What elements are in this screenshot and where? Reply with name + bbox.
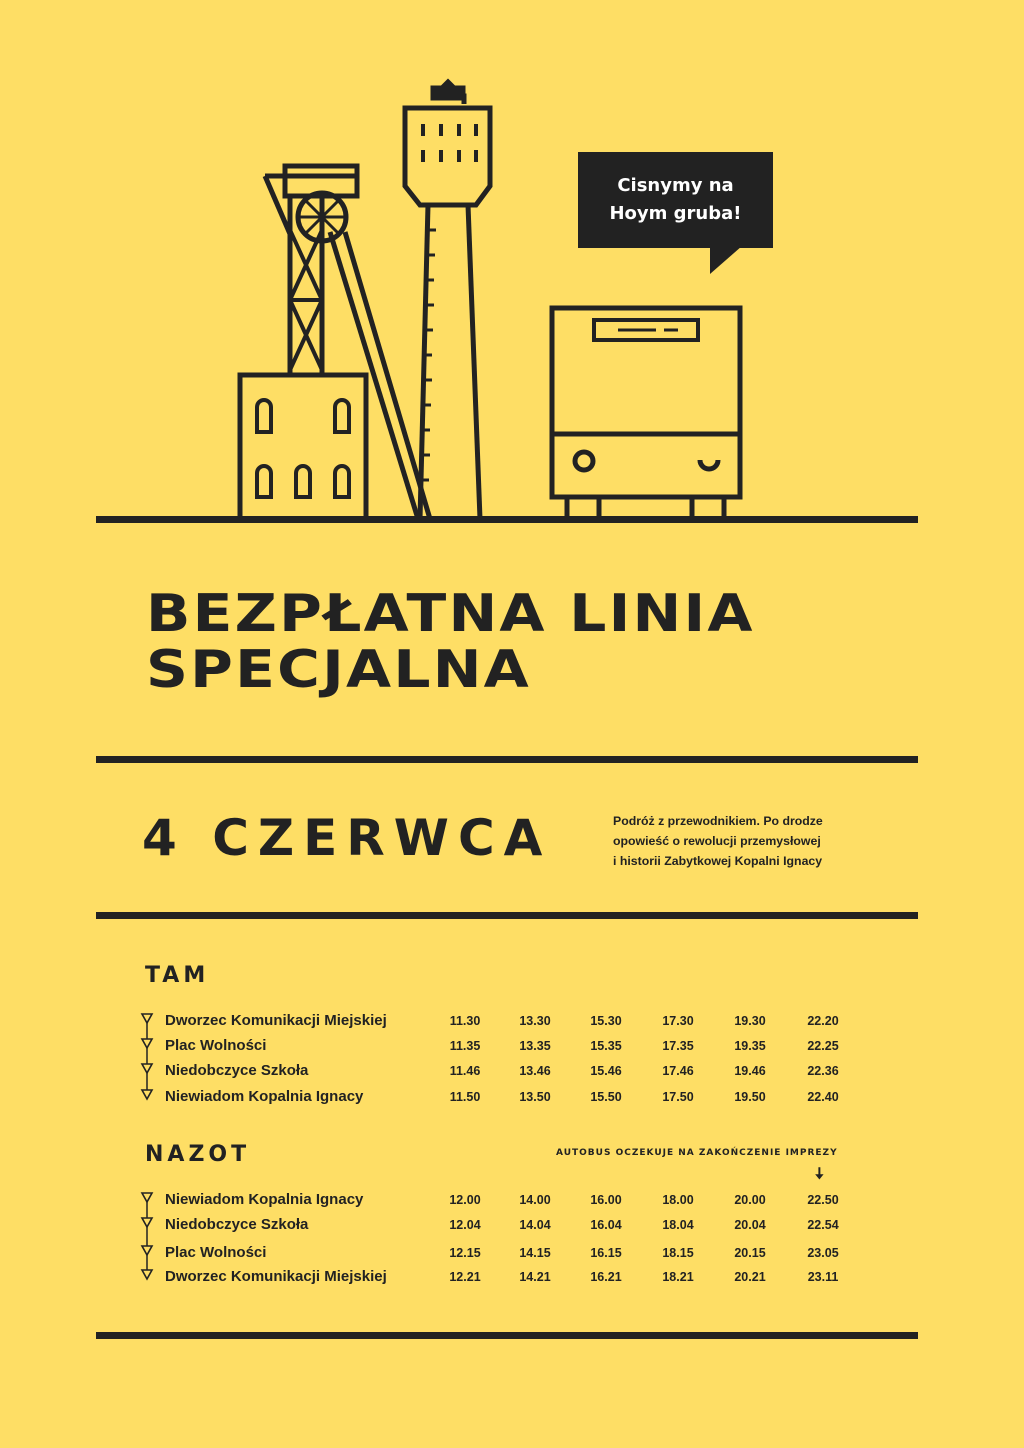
departure-time: 13.30 <box>519 1014 551 1028</box>
stop-name: Dworzec Komunikacji Miejskiej <box>165 1012 387 1029</box>
departure-time: 12.21 <box>449 1270 481 1284</box>
departure-time: 18.04 <box>662 1218 694 1232</box>
stop-marker-icon <box>142 1270 152 1279</box>
stop-name: Niewiadom Kopalnia Ignacy <box>165 1191 364 1208</box>
departure-time: 23.05 <box>807 1246 839 1260</box>
departure-time: 18.00 <box>662 1193 694 1207</box>
departure-time: 22.20 <box>807 1014 839 1028</box>
departure-time: 16.04 <box>590 1218 622 1232</box>
title-line-2: SPECJALNA <box>146 640 531 700</box>
departure-time: 20.15 <box>734 1246 766 1260</box>
departure-time: 16.00 <box>590 1193 622 1207</box>
departure-time: 15.50 <box>590 1090 622 1104</box>
return-note: AUTOBUS OCZEKUJE NA ZAKOŃCZENIE IMPREZY <box>556 1148 838 1158</box>
stop-name: Niedobczyce Szkoła <box>165 1216 309 1233</box>
departure-time: 12.04 <box>449 1218 481 1232</box>
departure-time: 16.21 <box>590 1270 622 1284</box>
departure-time: 12.00 <box>449 1193 481 1207</box>
stop-marker-icon <box>142 1039 152 1048</box>
departure-time: 11.35 <box>449 1039 481 1053</box>
stop-marker-icon <box>142 1090 152 1099</box>
outbound-heading: TAM <box>145 963 210 988</box>
departure-time: 15.30 <box>590 1014 622 1028</box>
return-heading: NAZOT <box>145 1142 251 1167</box>
departure-time: 22.36 <box>807 1064 839 1078</box>
stop-marker-icon <box>142 1218 152 1227</box>
stop-marker-icon <box>142 1064 152 1073</box>
departure-time: 13.46 <box>519 1064 551 1078</box>
departure-time: 19.30 <box>734 1014 766 1028</box>
departure-time: 15.46 <box>590 1064 622 1078</box>
departure-time: 22.54 <box>807 1218 839 1232</box>
route-line <box>137 1189 157 1296</box>
departure-time: 22.25 <box>807 1039 839 1053</box>
departure-time: 13.35 <box>519 1039 551 1053</box>
mine-building-icon <box>240 375 366 519</box>
departure-time: 11.30 <box>449 1014 481 1028</box>
stop-name: Plac Wolności <box>165 1037 267 1054</box>
page-title <box>146 586 755 698</box>
speech-bubble-tail <box>710 246 742 274</box>
departure-time: 20.04 <box>734 1218 766 1232</box>
departure-time: 14.00 <box>519 1193 551 1207</box>
departure-time: 22.50 <box>807 1193 839 1207</box>
ground-line <box>96 516 918 523</box>
departure-time: 17.30 <box>662 1014 694 1028</box>
illustration <box>0 0 1024 540</box>
departure-time: 14.21 <box>519 1270 551 1284</box>
route-line <box>137 1010 157 1116</box>
departure-time: 14.04 <box>519 1218 551 1232</box>
divider <box>96 1332 918 1339</box>
divider <box>96 912 918 919</box>
departure-time: 22.40 <box>807 1090 839 1104</box>
departure-time: 11.46 <box>449 1064 481 1078</box>
stop-marker-icon <box>142 1246 152 1255</box>
departure-time: 19.50 <box>734 1090 766 1104</box>
arrow-down-icon: 🠇 <box>815 1164 824 1183</box>
divider <box>96 756 918 763</box>
departure-time: 20.00 <box>734 1193 766 1207</box>
event-date: 4 CZERWCA <box>142 809 552 867</box>
speech-bubble <box>578 152 773 248</box>
departure-time: 18.15 <box>662 1246 694 1260</box>
stop-marker-icon <box>142 1193 152 1202</box>
departure-time: 12.15 <box>449 1246 481 1260</box>
departure-time: 18.21 <box>662 1270 694 1284</box>
departure-time: 17.35 <box>662 1039 694 1053</box>
departure-time: 14.15 <box>519 1246 551 1260</box>
departure-time: 19.46 <box>734 1064 766 1078</box>
bus-icon <box>552 308 740 519</box>
speech-bubble-text: Cisnymy na Hoym gruba! <box>609 175 742 224</box>
stop-name: Niewiadom Kopalnia Ignacy <box>165 1088 364 1105</box>
stop-marker-icon <box>142 1014 152 1023</box>
departure-time: 13.50 <box>519 1090 551 1104</box>
departure-time: 17.46 <box>662 1064 694 1078</box>
departure-time: 19.35 <box>734 1039 766 1053</box>
stop-name: Niedobczyce Szkoła <box>165 1062 309 1079</box>
stop-name: Dworzec Komunikacji Miejskiej <box>165 1268 387 1285</box>
event-description: Podróż z przewodnikiem. Po drodze opowieść o rewolucji przemysłowej i historii Zabytkowej Kopalni Ignacy <box>613 814 823 868</box>
departure-time: 11.50 <box>449 1090 481 1104</box>
stop-name: Plac Wolności <box>165 1244 267 1261</box>
departure-time: 20.21 <box>734 1270 766 1284</box>
departure-time: 17.50 <box>662 1090 694 1104</box>
water-tower-icon <box>405 82 490 519</box>
departure-time: 15.35 <box>590 1039 622 1053</box>
title-line-1: BEZPŁATNA LINIA <box>146 584 755 644</box>
departure-time: 23.11 <box>807 1270 839 1284</box>
departure-time: 16.15 <box>590 1246 622 1260</box>
